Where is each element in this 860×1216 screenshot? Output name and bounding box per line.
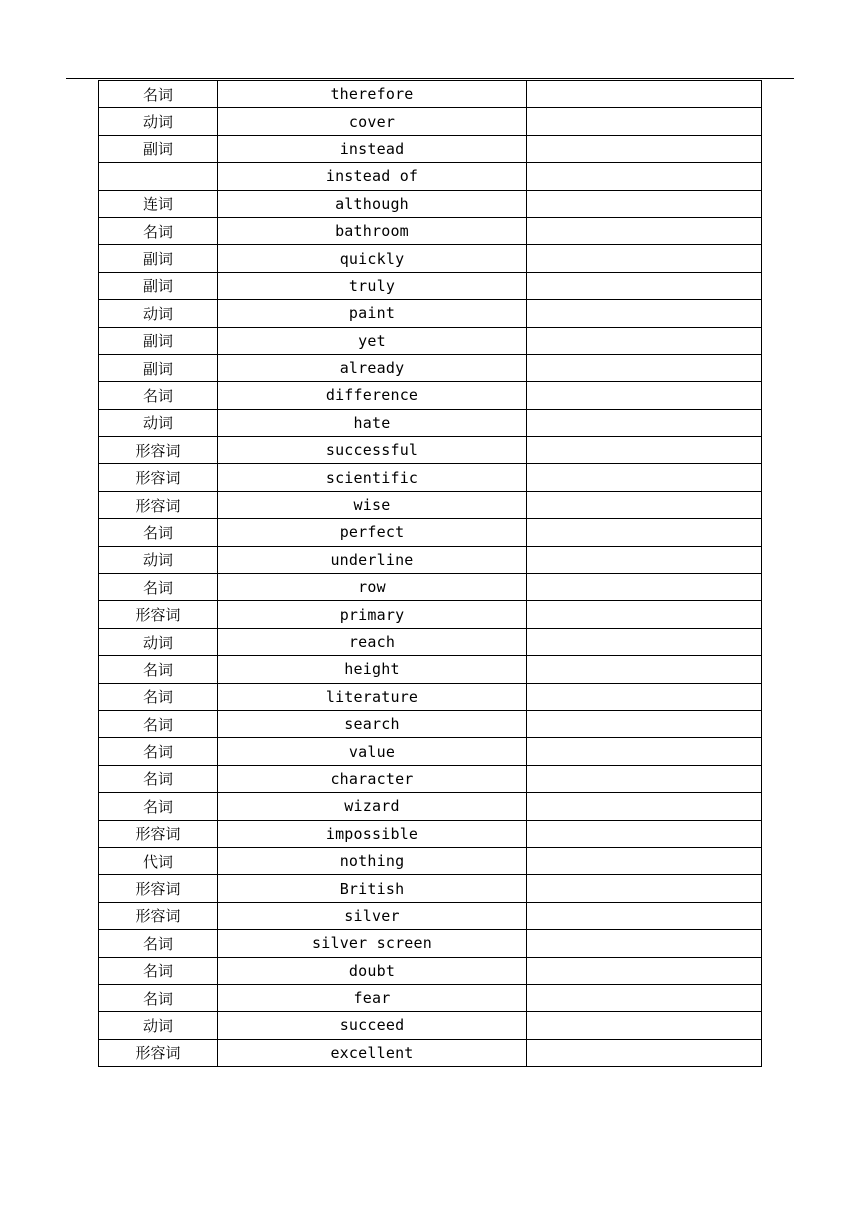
meaning-blank-cell [527,108,762,135]
english-word-cell: cover [218,108,527,135]
part-of-speech-cell: 动词 [99,108,218,135]
english-word-cell: scientific [218,464,527,491]
meaning-blank-cell [527,683,762,710]
part-of-speech-cell: 名词 [99,793,218,820]
part-of-speech-cell: 名词 [99,738,218,765]
table-row [99,491,762,518]
part-of-speech-cell: 名词 [99,574,218,601]
vocabulary-table [98,80,762,1067]
part-of-speech-cell: 名词 [99,81,218,108]
part-of-speech-cell: 名词 [99,710,218,737]
table-row [99,601,762,628]
meaning-blank-cell [527,409,762,436]
meaning-blank-cell [527,765,762,792]
part-of-speech-cell: 副词 [99,245,218,272]
english-word-cell: therefore [218,81,527,108]
part-of-speech-cell: 名词 [99,519,218,546]
english-word-cell: successful [218,437,527,464]
table-row [99,957,762,984]
table-row [99,272,762,299]
meaning-blank-cell [527,519,762,546]
meaning-blank-cell [527,793,762,820]
table-row [99,875,762,902]
english-word-cell: British [218,875,527,902]
english-word-cell: hate [218,409,527,436]
english-word-cell: wise [218,491,527,518]
english-word-cell: value [218,738,527,765]
english-word-cell: paint [218,300,527,327]
meaning-blank-cell [527,738,762,765]
vocabulary-table-body [99,81,762,1067]
table-row [99,190,762,217]
meaning-blank-cell [527,190,762,217]
english-word-cell: row [218,574,527,601]
meaning-blank-cell [527,957,762,984]
meaning-blank-cell [527,382,762,409]
table-row [99,546,762,573]
part-of-speech-cell: 名词 [99,930,218,957]
part-of-speech-cell: 动词 [99,546,218,573]
meaning-blank-cell [527,245,762,272]
part-of-speech-cell: 动词 [99,300,218,327]
meaning-blank-cell [527,1012,762,1039]
table-row [99,327,762,354]
table-row [99,464,762,491]
table-row [99,902,762,929]
part-of-speech-cell: 形容词 [99,902,218,929]
english-word-cell: excellent [218,1039,527,1066]
part-of-speech-cell: 代词 [99,847,218,874]
table-row [99,793,762,820]
table-row [99,437,762,464]
meaning-blank-cell [527,930,762,957]
table-row [99,765,762,792]
english-word-cell: bathroom [218,217,527,244]
part-of-speech-cell: 连词 [99,190,218,217]
part-of-speech-cell: 动词 [99,628,218,655]
table-row [99,1012,762,1039]
english-word-cell: underline [218,546,527,573]
meaning-blank-cell [527,710,762,737]
english-word-cell: impossible [218,820,527,847]
meaning-blank-cell [527,327,762,354]
table-row [99,382,762,409]
header-rule [66,78,794,79]
english-word-cell: perfect [218,519,527,546]
english-word-cell: fear [218,984,527,1011]
table-row [99,820,762,847]
table-row [99,108,762,135]
meaning-blank-cell [527,135,762,162]
meaning-blank-cell [527,574,762,601]
english-word-cell: quickly [218,245,527,272]
part-of-speech-cell: 副词 [99,354,218,381]
part-of-speech-cell: 副词 [99,327,218,354]
english-word-cell: nothing [218,847,527,874]
english-word-cell: character [218,765,527,792]
part-of-speech-cell: 名词 [99,382,218,409]
english-word-cell: search [218,710,527,737]
meaning-blank-cell [527,437,762,464]
part-of-speech-cell: 形容词 [99,820,218,847]
table-row [99,984,762,1011]
meaning-blank-cell [527,628,762,655]
table-row [99,683,762,710]
meaning-blank-cell [527,491,762,518]
english-word-cell: wizard [218,793,527,820]
english-word-cell: truly [218,272,527,299]
meaning-blank-cell [527,300,762,327]
english-word-cell: silver screen [218,930,527,957]
table-row [99,300,762,327]
part-of-speech-cell: 形容词 [99,464,218,491]
table-row [99,81,762,108]
table-row [99,628,762,655]
table-row [99,847,762,874]
english-word-cell: although [218,190,527,217]
part-of-speech-cell: 形容词 [99,601,218,628]
part-of-speech-cell: 名词 [99,765,218,792]
meaning-blank-cell [527,656,762,683]
english-word-cell: instead of [218,163,527,190]
part-of-speech-cell: 名词 [99,984,218,1011]
meaning-blank-cell [527,601,762,628]
part-of-speech-cell: 名词 [99,683,218,710]
part-of-speech-cell: 副词 [99,272,218,299]
part-of-speech-cell: 形容词 [99,491,218,518]
meaning-blank-cell [527,847,762,874]
table-row [99,354,762,381]
part-of-speech-cell: 动词 [99,1012,218,1039]
part-of-speech-cell [99,163,218,190]
english-word-cell: yet [218,327,527,354]
table-row [99,738,762,765]
english-word-cell: literature [218,683,527,710]
meaning-blank-cell [527,1039,762,1066]
english-word-cell: silver [218,902,527,929]
english-word-cell: doubt [218,957,527,984]
part-of-speech-cell: 动词 [99,409,218,436]
meaning-blank-cell [527,984,762,1011]
table-row [99,656,762,683]
english-word-cell: primary [218,601,527,628]
meaning-blank-cell [527,272,762,299]
table-row [99,1039,762,1066]
table-row [99,163,762,190]
english-word-cell: height [218,656,527,683]
table-row [99,574,762,601]
meaning-blank-cell [527,81,762,108]
part-of-speech-cell: 名词 [99,217,218,244]
meaning-blank-cell [527,546,762,573]
part-of-speech-cell: 副词 [99,135,218,162]
english-word-cell: instead [218,135,527,162]
meaning-blank-cell [527,875,762,902]
part-of-speech-cell: 名词 [99,656,218,683]
part-of-speech-cell: 形容词 [99,437,218,464]
part-of-speech-cell: 形容词 [99,1039,218,1066]
meaning-blank-cell [527,354,762,381]
table-row [99,930,762,957]
meaning-blank-cell [527,820,762,847]
english-word-cell: reach [218,628,527,655]
table-row [99,217,762,244]
table-row [99,710,762,737]
table-row [99,519,762,546]
meaning-blank-cell [527,217,762,244]
meaning-blank-cell [527,163,762,190]
meaning-blank-cell [527,464,762,491]
table-row [99,409,762,436]
english-word-cell: succeed [218,1012,527,1039]
table-row [99,245,762,272]
english-word-cell: difference [218,382,527,409]
table-row [99,135,762,162]
meaning-blank-cell [527,902,762,929]
part-of-speech-cell: 形容词 [99,875,218,902]
part-of-speech-cell: 名词 [99,957,218,984]
english-word-cell: already [218,354,527,381]
